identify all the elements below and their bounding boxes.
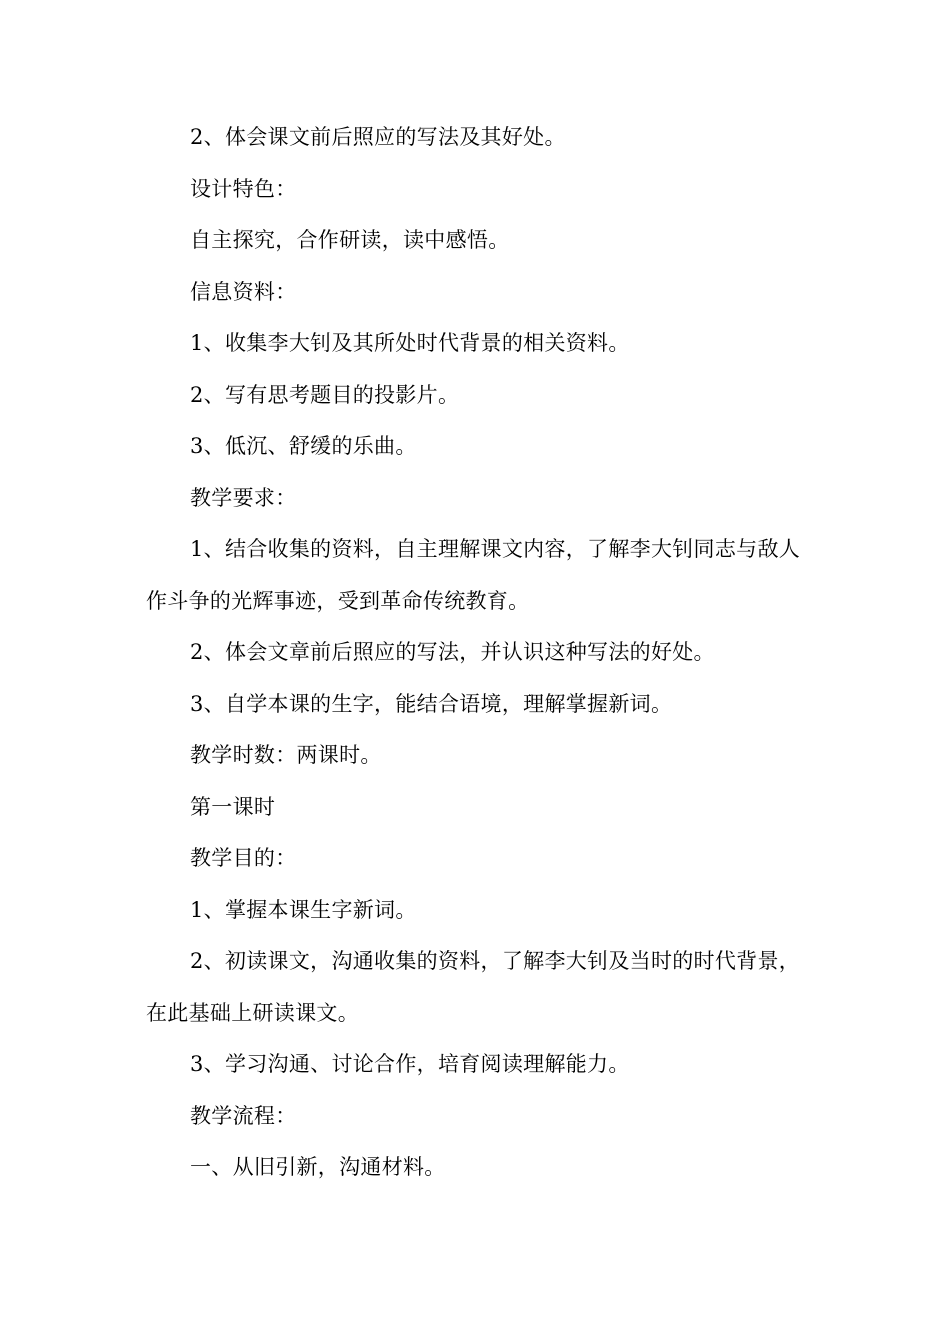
paragraph: 1、掌握本课生字新词。 xyxy=(190,897,417,922)
paragraph: 1、结合收集的资料，自主理解课文内容，了解李大钊同志与敌人作斗争的光辉事迹，受到革命传统教育。 xyxy=(146,537,801,613)
paragraph: 一、从旧引新，沟通材料。 xyxy=(190,1155,446,1179)
paragraph: 2、体会文章前后照应的写法，并认识这种写法的好处。 xyxy=(190,640,715,664)
section-heading: 教学目的： xyxy=(190,846,297,870)
document-body xyxy=(146,112,818,1194)
section-heading: 教学流程： xyxy=(190,1103,297,1128)
section-heading: 信息资料： xyxy=(190,279,297,304)
paragraph: 自主探究，合作研读，读中感悟。 xyxy=(190,228,510,252)
paragraph: 1、收集李大钊及其所处时代背景的相关资料。 xyxy=(190,331,630,355)
paragraph: 教学时数：两课时。 xyxy=(190,743,382,767)
paragraph: 3、低沉、舒缓的乐曲。 xyxy=(190,434,417,458)
section-heading: 教学要求： xyxy=(190,485,297,510)
section-heading: 设计特色： xyxy=(190,176,297,201)
paragraph: 2、初读课文，沟通收集的资料，了解李大钊及当时的时代背景，在此基础上研读课文。 xyxy=(146,949,801,1025)
section-heading: 第一课时 xyxy=(190,794,276,819)
paragraph: 3、自学本课的生字，能结合语境，理解掌握新词。 xyxy=(190,691,673,716)
paragraph: 3、学习沟通、讨论合作，培育阅读理解能力。 xyxy=(190,1052,630,1076)
paragraph: 2、体会课文前后照应的写法及其好处。 xyxy=(190,125,566,149)
paragraph: 2、写有思考题目的投影片。 xyxy=(190,382,460,407)
